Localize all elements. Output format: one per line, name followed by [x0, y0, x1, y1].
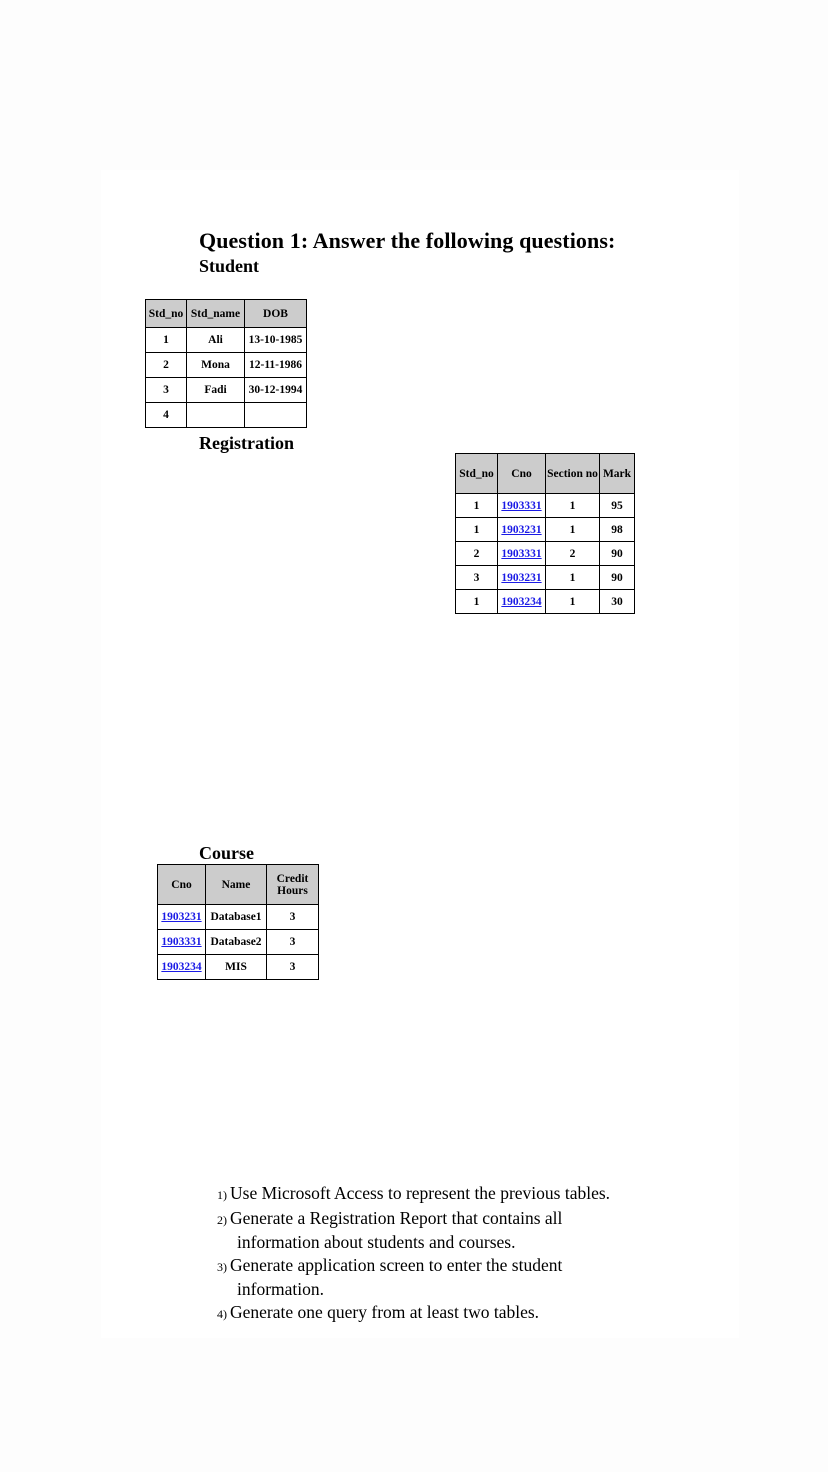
table-cell: 30	[600, 590, 635, 614]
registration-col-std-no: Std_no	[456, 454, 498, 494]
table-cell: 3	[456, 566, 498, 590]
table-cell: Mona	[187, 353, 245, 378]
table-row	[456, 494, 635, 518]
question-text-continued: information.	[237, 1279, 324, 1299]
student-table	[145, 299, 307, 428]
table-cell	[158, 905, 206, 930]
registration-table	[455, 453, 635, 614]
table-cell: 30-12-1994	[245, 378, 307, 403]
course-table	[157, 864, 319, 980]
page-title: Question 1: Answer the following questions:	[199, 228, 616, 253]
question-text: Generate application screen to enter the student	[230, 1254, 563, 1275]
question-number: 3)	[217, 1259, 227, 1274]
table-row	[146, 353, 307, 378]
table-cell: 1	[456, 590, 498, 614]
table-cell: 1	[546, 494, 600, 518]
course-col-credit-hours: Credit Hours	[267, 865, 319, 905]
table-row	[146, 403, 307, 428]
registration-col-cno: Cno	[498, 454, 546, 494]
course-heading: Course	[199, 843, 254, 863]
course-link[interactable]: 1903231	[501, 571, 542, 584]
table-cell: 90	[600, 566, 635, 590]
table-cell: Database2	[206, 930, 267, 955]
table-cell	[498, 542, 546, 566]
question-text: Generate a Registration Report that contains all	[230, 1207, 563, 1228]
student-col-dob: DOB	[245, 300, 307, 328]
question-list	[217, 1182, 687, 1325]
table-row	[456, 566, 635, 590]
table-row	[456, 590, 635, 614]
table-cell: Ali	[187, 328, 245, 353]
question-item	[217, 1254, 687, 1301]
table-cell: 1	[546, 518, 600, 542]
table-cell	[498, 518, 546, 542]
registration-heading: Registration	[199, 433, 294, 453]
table-cell: 1	[546, 566, 600, 590]
student-col-std-name: Std_name	[187, 300, 245, 328]
student-heading: Student	[199, 256, 260, 276]
table-cell	[158, 930, 206, 955]
question-text: Generate one query from at least two tables.	[230, 1301, 540, 1322]
course-link[interactable]: 1903231	[161, 911, 202, 923]
course-link[interactable]: 1903331	[161, 936, 202, 948]
table-cell	[187, 403, 245, 428]
question-number: 1)	[217, 1188, 227, 1202]
table-cell: 4	[146, 403, 187, 428]
table-cell: 2	[456, 542, 498, 566]
table-row	[456, 518, 635, 542]
question-number: 2)	[217, 1212, 227, 1227]
course-link[interactable]: 1903331	[501, 499, 542, 512]
registration-col-section-no: Section no	[546, 454, 600, 494]
question-text-continued: information about students and courses.	[237, 1232, 516, 1252]
table-cell: 1	[546, 590, 600, 614]
course-link[interactable]: 1903231	[501, 523, 542, 536]
table-row	[158, 905, 319, 930]
course-link[interactable]: 1903234	[161, 961, 202, 973]
question-number: 4)	[217, 1306, 227, 1321]
course-col-cno: Cno	[158, 865, 206, 905]
table-cell: 1	[456, 494, 498, 518]
table-cell	[498, 590, 546, 614]
question-text: Use Microsoft Access to represent the previous tables.	[230, 1183, 611, 1203]
table-cell: 3	[267, 955, 319, 980]
table-cell	[245, 403, 307, 428]
question-item	[217, 1182, 687, 1207]
table-row	[158, 930, 319, 955]
table-row	[456, 542, 635, 566]
table-cell	[498, 566, 546, 590]
table-cell	[158, 955, 206, 980]
table-cell: 98	[600, 518, 635, 542]
table-cell: 90	[600, 542, 635, 566]
table-cell: 95	[600, 494, 635, 518]
table-row	[158, 955, 319, 980]
table-cell: 2	[146, 353, 187, 378]
table-cell: 3	[146, 378, 187, 403]
table-cell: 2	[546, 542, 600, 566]
course-link[interactable]: 1903234	[501, 595, 542, 608]
table-cell: 1	[146, 328, 187, 353]
table-cell: 1	[456, 518, 498, 542]
table-row	[146, 378, 307, 403]
registration-col-mark: Mark	[600, 454, 635, 494]
table-cell	[498, 494, 546, 518]
table-cell: 13-10-1985	[245, 328, 307, 353]
student-col-std-no: Std_no	[146, 300, 187, 328]
table-cell: 3	[267, 930, 319, 955]
table-cell: MIS	[206, 955, 267, 980]
table-cell: Database1	[206, 905, 267, 930]
question-item	[217, 1301, 687, 1326]
table-row	[146, 328, 307, 353]
course-link[interactable]: 1903331	[501, 547, 542, 560]
table-cell: Fadi	[187, 378, 245, 403]
question-item	[217, 1207, 687, 1254]
table-cell: 12-11-1986	[245, 353, 307, 378]
course-col-name: Name	[206, 865, 267, 905]
table-cell: 3	[267, 905, 319, 930]
